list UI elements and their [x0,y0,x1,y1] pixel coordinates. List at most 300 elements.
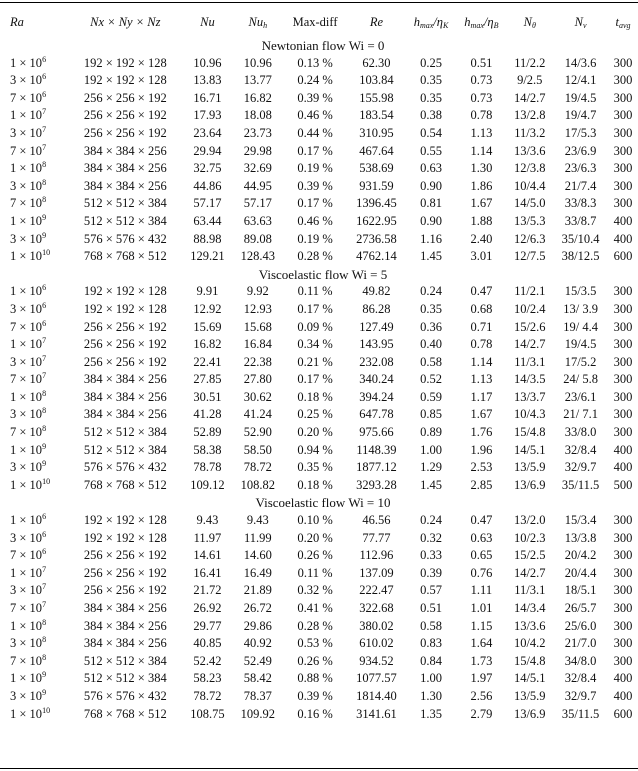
table-cell: $7 \times 10^7$ [10,142,47,158]
table-cell: 0.20 % [297,530,333,545]
table-cell: 14/3.6 [564,55,597,70]
table-cell: 1.76 [470,425,493,440]
table-row [0,371,638,389]
table-cell: 30.62 [243,389,272,404]
table-cell: 4762.14 [356,249,397,264]
table-cell: 2.40 [470,231,493,246]
top-rule [0,2,638,3]
table-cell: 32.75 [193,161,222,176]
table-cell: $1 \times 10^8$ [10,388,47,404]
table-cell: 1.13 [470,125,493,140]
table-cell: 768 × 768 × 512 [83,477,167,492]
table-cell: 52.90 [243,425,272,440]
table-cell: 192 × 192 × 128 [83,73,167,88]
table-cell: 12/4.1 [564,73,597,88]
table-cell: $7 \times 10^7$ [10,371,47,387]
table-row [0,107,638,125]
table-cell: 15/3.5 [564,284,597,299]
table-cell: $3 \times 10^6$ [10,300,47,316]
table-cell: 300 [613,653,633,668]
table-cell: 576 × 576 × 432 [83,460,167,475]
table-cell: 0.94 % [297,442,333,457]
results-table [0,7,638,723]
table-cell: 0.84 [420,653,442,668]
table-cell: 23/6.3 [564,161,597,176]
table-cell: 931.59 [359,178,394,193]
table-cell: 12.93 [243,301,272,316]
table-cell: 512 × 512 × 384 [83,425,167,440]
table-cell: 0.32 % [297,583,333,598]
table-cell: 33/8.7 [564,213,597,228]
table-cell: 300 [613,601,633,615]
table-cell: 322.68 [359,601,394,615]
table-cell: 0.24 [420,284,442,299]
table-cell: 576 × 576 × 432 [83,231,167,246]
table-cell: $1 \times 10^9$ [10,670,47,686]
table-cell: 232.08 [359,354,394,369]
table-cell: 2.56 [470,688,493,703]
table-cell: 14/5.1 [513,671,546,686]
table-row [0,424,638,442]
table-cell: 33/8.3 [564,196,597,211]
table-cell: 21/7.0 [564,636,597,651]
table-cell: $3 \times 10^7$ [10,124,47,140]
table-cell: 62.30 [362,55,391,70]
table-cell: 1.45 [420,477,442,492]
table-cell: 768 × 768 × 512 [83,249,167,264]
table-cell: 0.76 [470,565,493,580]
table-cell: 192 × 192 × 128 [83,530,167,545]
table-cell: 19/4.5 [564,90,597,105]
table-cell: 300 [613,618,633,633]
table-cell: 1.88 [470,213,493,228]
table-cell: 16.49 [243,565,272,580]
col-ra: Ra [10,15,24,29]
table-cell: 26.92 [193,601,222,615]
table-cell: $3 \times 10^9$ [10,687,47,703]
table-cell: 0.16 % [297,706,333,721]
table-cell: 1.14 [470,143,493,158]
table-cell: 19/4.5 [564,337,597,352]
col-grid: Nx × Ny × Nz [90,15,161,29]
table-cell: 24/ 5.8 [563,372,598,387]
table-cell: 1.30 [470,161,493,176]
table-cell: 128.43 [240,249,275,264]
table-cell: 11.97 [193,530,222,545]
table-cell: 300 [613,530,633,545]
col-nuh: $Nu_h$ [248,15,268,30]
table-cell: 14/2.7 [513,90,546,105]
table-cell: $3 \times 10^8$ [10,635,47,651]
table-cell: 109.12 [190,477,225,492]
table-cell: 0.58 [420,618,442,633]
table-row [0,231,638,249]
table-cell: 0.25 % [297,407,333,422]
table-cell: 14/3.4 [513,601,546,615]
table-row [0,90,638,108]
table-cell: 0.24 % [297,73,333,88]
table-cell: 89.08 [243,231,272,246]
table-cell: 1148.39 [356,442,397,457]
table-cell: 0.65 [470,548,493,563]
table-row [0,125,638,143]
table-cell: 512 × 512 × 384 [83,653,167,668]
table-cell: 647.78 [359,407,394,422]
table-cell: 32/8.4 [564,671,597,686]
table-cell: 1.67 [470,196,493,211]
table-cell: 0.39 % [297,178,333,193]
col-maxdiff: Max-diff [292,15,338,29]
table-row [0,600,638,618]
table-cell: 15.69 [193,319,222,334]
table-cell: 400 [613,442,633,457]
table-cell: 35/11.5 [561,706,600,721]
table-cell: 32/8.4 [564,442,597,457]
table-cell: 300 [613,90,633,105]
table-cell: 394.24 [359,389,394,404]
table-row [0,55,638,73]
table-cell: 256 × 256 × 192 [83,90,167,105]
table-cell: 14/5.1 [513,442,546,457]
table-cell: 78.37 [243,688,272,703]
table-cell: 384 × 384 × 256 [83,618,167,633]
table-row [0,459,638,477]
table-cell: 0.54 [420,125,442,140]
table-row [0,160,638,178]
table-cell: 33/8.0 [564,425,597,440]
table-cell: 0.83 [420,636,442,651]
table-cell: 112.96 [359,548,394,563]
table-cell: 512 × 512 × 384 [83,196,167,211]
table-cell: 0.26 % [297,548,333,563]
table-cell: $7 \times 10^6$ [10,547,47,563]
table-cell: 0.17 % [297,143,333,158]
table-cell: 0.90 [420,213,442,228]
table-cell: 192 × 192 × 128 [83,55,167,70]
table-cell: 16.82 [243,90,272,105]
table-cell: 29.98 [243,143,272,158]
table-cell: 63.44 [193,213,222,228]
table-cell: 0.68 [470,301,493,316]
table-cell: $3 \times 10^6$ [10,529,47,545]
table-cell: 108.75 [190,706,225,721]
table-cell: 17/5.3 [564,125,597,140]
table-cell: 400 [613,213,633,228]
table-cell: 46.56 [362,513,391,528]
table-row [0,688,638,706]
table-cell: 300 [613,407,633,422]
table-cell: 155.98 [359,90,394,105]
table-cell: 21.72 [193,583,222,598]
table-cell: 340.24 [359,372,394,387]
table-row [0,530,638,548]
table-cell: $3 \times 10^6$ [10,72,47,88]
table-cell: 20/4.4 [564,565,597,580]
table-cell: 23.64 [193,125,222,140]
table-cell: 34/8.0 [564,653,597,668]
table-cell: 23.73 [243,125,272,140]
table-cell: $1 \times 10^6$ [10,512,47,528]
table-cell: 26.72 [243,601,272,615]
table-cell: $7 \times 10^6$ [10,89,47,105]
table-cell: $3 \times 10^7$ [10,353,47,369]
table-cell: 15/2.6 [513,319,546,334]
table-cell: 300 [613,55,633,70]
table-cell: 0.25 [420,55,442,70]
table-cell: 300 [613,372,633,387]
table-cell: 0.73 [470,73,493,88]
table-cell: 1.00 [420,442,442,457]
table-row [0,301,638,319]
table-cell: 12.92 [193,301,222,316]
table-cell: 11/3.1 [514,583,546,598]
table-cell: 22.41 [193,354,222,369]
table-cell: 0.85 [420,407,442,422]
table-row [0,547,638,565]
table-cell: $3 \times 10^8$ [10,406,47,422]
table-cell: 300 [613,583,633,598]
table-cell: 9.92 [246,284,269,299]
table-cell: 57.17 [243,196,272,211]
table-cell: 0.46 % [297,108,333,123]
table-cell: 1.17 [470,389,493,404]
table-cell: 1.29 [420,460,442,475]
table-cell: 35/11.5 [561,477,600,492]
table-cell: $3 \times 10^7$ [10,582,47,598]
table-cell: 1.35 [420,706,442,721]
table-cell: $1 \times 10^9$ [10,441,47,457]
table-cell: 10/4.4 [513,178,546,193]
table-cell: 15.68 [243,319,272,334]
table-cell: 0.33 [420,548,442,563]
table-cell: 512 × 512 × 384 [83,213,167,228]
table-cell: 0.47 [470,284,493,299]
table-cell: 222.47 [359,583,394,598]
table-cell: 600 [613,249,633,264]
table-cell: 0.57 [420,583,442,598]
col-hmax-etak: $h_{max}/\eta_K$ [413,15,449,30]
table-cell: 300 [613,301,633,316]
table-cell: 256 × 256 × 192 [83,319,167,334]
table-cell: 1077.57 [356,671,397,686]
table-cell: 11/2.2 [514,55,546,70]
table-cell: 300 [613,284,633,299]
table-cell: 2.53 [470,460,493,475]
table-row [0,143,638,161]
table-cell: 512 × 512 × 384 [83,442,167,457]
table-cell: 1396.45 [356,196,397,211]
table-cell: 21.89 [243,583,272,598]
table-cell: 21/7.4 [564,178,597,193]
table-cell: 21/ 7.1 [563,407,598,422]
table-cell: $7 \times 10^8$ [10,652,47,668]
table-cell: 0.24 [420,513,442,528]
table-cell: 600 [613,706,633,721]
table-cell: 0.09 % [297,319,333,334]
table-row [0,72,638,90]
table-row [0,512,638,530]
table-cell: 0.21 % [297,354,333,369]
header-row [0,7,638,37]
table-cell: 512 × 512 × 384 [83,671,167,686]
table-cell: 0.28 % [297,249,333,264]
table-cell: 934.52 [359,653,394,668]
table-cell: 18/5.1 [564,583,597,598]
table-cell: 0.20 % [297,425,333,440]
table-cell: 13.83 [193,73,222,88]
table-cell: 467.64 [359,143,394,158]
table-cell: $1 \times 10^9$ [10,212,47,228]
table-cell: 0.40 [420,337,442,352]
table-cell: 10/2.4 [513,301,546,316]
table-cell: 0.44 % [297,125,333,140]
table-cell: 22.38 [243,354,272,369]
table-cell: 13/2.8 [513,108,546,123]
table-cell: 13/6.9 [513,477,546,492]
table-cell: 9.43 [246,513,269,528]
table-cell: 384 × 384 × 256 [83,161,167,176]
table-cell: 0.26 % [297,653,333,668]
table-cell: 0.46 % [297,213,333,228]
table-cell: 10.96 [193,55,222,70]
table-cell: 15/4.8 [513,653,546,668]
table-cell: 13/5.3 [513,213,546,228]
table-cell: 500 [613,477,633,492]
table-cell: 10.96 [243,55,272,70]
table-cell: 538.69 [359,161,394,176]
table-cell: 11/2.1 [514,284,546,299]
table-cell: 77.77 [362,530,391,545]
table-cell: 49.82 [362,284,391,299]
table-cell: 0.38 [420,108,442,123]
table-cell: 13/3.6 [513,618,546,633]
table-cell: 29.94 [193,143,222,158]
table-cell: 0.41 % [297,601,333,615]
table-cell: 400 [613,460,633,475]
table-cell: 44.95 [243,178,272,193]
table-cell: 1.64 [470,636,493,651]
table-cell: $7 \times 10^7$ [10,600,47,615]
table-cell: 17/5.2 [564,354,597,369]
table-cell: $3 \times 10^9$ [10,459,47,475]
table-cell: 1.14 [470,354,493,369]
table-cell: 0.53 % [297,636,333,651]
table-cell: 23/6.9 [564,143,597,158]
table-row [0,195,638,213]
table-cell: 0.19 % [297,161,333,176]
table-row [0,442,638,460]
table-row [0,319,638,337]
table-cell: 13/6.9 [513,706,546,721]
table-cell: 12/7.5 [513,249,546,264]
table-cell: 23/6.1 [564,389,597,404]
table-cell: 1.97 [470,671,493,686]
table-cell: 0.19 % [297,231,333,246]
table-cell: 27.85 [193,372,222,387]
table-cell: 0.90 [420,178,442,193]
table-cell: 0.88 % [297,671,333,686]
table-cell: 1.00 [420,671,442,686]
table-cell: 0.71 [470,319,493,334]
table-cell: 58.38 [193,442,222,457]
table-cell: $7 \times 10^8$ [10,424,47,440]
table-cell: 11/3.1 [514,354,546,369]
table-cell: 11.99 [243,530,272,545]
table-cell: 0.59 [420,389,442,404]
table-cell: $1 \times 10^7$ [10,107,47,123]
table-cell: 192 × 192 × 128 [83,284,167,299]
table-row [0,477,638,495]
table-cell: 14.60 [243,548,272,563]
table-cell: 1.11 [470,583,493,598]
table-cell: 256 × 256 × 192 [83,565,167,580]
table-cell: 103.84 [359,73,394,88]
table-cell: 400 [613,671,633,686]
col-nu: Nu [200,15,215,29]
table-row [0,178,638,196]
section-header-row [0,37,638,55]
table-cell: 57.17 [193,196,222,211]
table-cell: 384 × 384 × 256 [83,636,167,651]
table-cell: 52.89 [193,425,222,440]
table-cell: 1.96 [470,442,493,457]
table-cell: 88.98 [193,231,222,246]
table-cell: 0.13 % [297,55,333,70]
table-cell: 3141.61 [356,706,397,721]
table-cell: $1 \times 10^7$ [10,336,47,352]
table-cell: 300 [613,548,633,563]
table-row [0,354,638,372]
table-cell: 16.82 [193,337,222,352]
table-cell: 78.72 [193,688,222,703]
table-cell: 0.39 % [297,688,333,703]
table-cell: 300 [613,354,633,369]
table-cell: 9.43 [196,513,219,528]
col-hmax-etab: $h_{max}/\eta_B$ [464,15,499,30]
table-cell: 32/9.7 [564,460,597,475]
table-cell: 15/3.4 [564,513,597,528]
table-row [0,706,638,724]
section-header-row [0,266,638,284]
table-cell: 0.55 [420,143,442,158]
table-cell: 0.35 [420,73,442,88]
table-cell: 310.95 [359,125,394,140]
table-cell: $1 \times 10^8$ [10,617,47,633]
table-cell: $3 \times 10^9$ [10,230,47,246]
table-cell: 10/4.2 [513,636,546,651]
table-cell: 768 × 768 × 512 [83,706,167,721]
table-cell: 11/3.2 [514,125,546,140]
table-row [0,635,638,653]
table-cell: 384 × 384 × 256 [83,407,167,422]
table-cell: 300 [613,143,633,158]
table-cell: 975.66 [359,425,394,440]
table-cell: 1877.12 [356,460,397,475]
table-cell: 610.02 [359,636,394,651]
table-cell: 41.24 [243,407,272,422]
table-row [0,670,638,688]
table-cell: 14/2.7 [513,337,546,352]
table-cell: 86.28 [362,301,391,316]
table-cell: 26/5.7 [564,601,597,615]
bottom-rule [0,768,638,769]
table-cell: 300 [613,389,633,404]
table-cell: 13/3.7 [513,389,546,404]
table-cell: 400 [613,231,633,246]
table-cell: $1 \times 10^7$ [10,564,47,580]
table-cell: 0.52 [420,372,442,387]
table-cell: 3.01 [470,249,493,264]
